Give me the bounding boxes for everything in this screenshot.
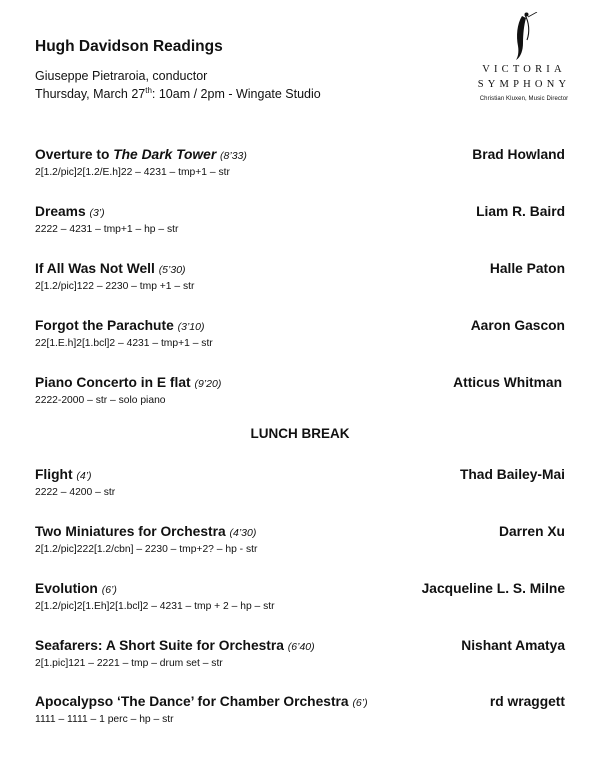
piece-instrumentation: 2[1.2/pic]222[1.2/cbn] – 2230 – tmp+2? – hp - str — [35, 544, 258, 555]
duration: (4’) — [76, 470, 92, 482]
piece-instrumentation: 2222-2000 – str – solo piano — [35, 395, 166, 406]
piece-composer: Atticus Whitman — [453, 375, 562, 390]
logo-line-symphony: SYMPHONY — [477, 79, 571, 90]
title-text: Seafarers: A Short Suite for Orchestra — [35, 638, 284, 653]
duration: (5’30) — [158, 264, 186, 276]
conductor-line: Giuseppe Pietraroia, conductor — [35, 69, 208, 83]
piece-instrumentation: 2[1.2/pic]2[1.2/E.h]22 – 4231 – tmp+1 – str — [35, 167, 230, 178]
piece-row — [35, 638, 565, 674]
duration: (8’33) — [220, 150, 247, 162]
piece-instrumentation: 2222 – 4200 – str — [35, 487, 116, 498]
duration: (4’30) — [229, 527, 257, 539]
piece-composer: Darren Xu — [499, 524, 565, 539]
piece-instrumentation: 2[1.pic]121 – 2221 – tmp – drum set – str — [35, 658, 223, 669]
piece-row — [35, 694, 565, 730]
header-title: Hugh Davidson Readings — [35, 38, 223, 55]
piece-composer: Jacqueline L. S. Milne — [421, 581, 565, 596]
piece-instrumentation: 2222 – 4231 – tmp+1 – hp – str — [35, 224, 179, 235]
title-text: Forgot the Parachute — [35, 318, 174, 333]
piece-composer: Aaron Gascon — [470, 318, 565, 333]
piece-instrumentation: 22[1.E.h]2[1.bcl]2 – 4231 – tmp+1 – str — [35, 338, 213, 349]
title-text: Apocalypso ‘The Dance’ for Chamber Orchestra — [35, 694, 349, 709]
piece-row — [35, 147, 565, 183]
piece-title — [35, 261, 186, 276]
piece-title — [35, 204, 105, 219]
piece-row — [35, 581, 565, 617]
duration: (6’40) — [287, 641, 315, 653]
piece-row — [35, 318, 565, 354]
piece-title — [35, 581, 117, 596]
date-line — [35, 86, 321, 101]
title-text: Piano Concerto in E flat — [35, 375, 191, 390]
duration: (3’10) — [177, 321, 205, 333]
piece-row — [35, 524, 565, 560]
title-text: If All Was Not Well — [35, 261, 155, 276]
piece-composer: Liam R. Baird — [476, 204, 565, 219]
date-sup: th — [145, 86, 152, 95]
piece-title — [35, 524, 256, 539]
piece-title — [35, 467, 92, 482]
piece-title — [35, 318, 204, 333]
piece-composer: Brad Howland — [472, 147, 565, 162]
conductor-figure-icon — [504, 12, 544, 62]
duration: (6’) — [352, 697, 368, 709]
title-text: Dreams — [35, 204, 86, 219]
piece-composer: Nishant Amatya — [461, 638, 565, 653]
title-italic-text: The Dark Tower — [113, 147, 217, 162]
piece-row — [35, 261, 565, 297]
piece-title — [35, 375, 221, 390]
piece-title — [35, 638, 315, 653]
date-prefix: Thursday, March 27 — [35, 87, 146, 102]
title-text: Evolution — [35, 581, 98, 596]
piece-title — [35, 147, 247, 162]
piece-row — [35, 204, 565, 240]
piece-row — [35, 375, 562, 411]
lunch-break-label: LUNCH BREAK — [250, 426, 350, 441]
logo-subtitle: Christian Kluxen, Music Director — [479, 96, 569, 102]
piece-composer: Thad Bailey-Mai — [459, 467, 565, 482]
date-suffix: : 10am / 2pm - Wingate Studio — [151, 87, 321, 102]
duration: (6’) — [101, 584, 117, 596]
piece-composer: rd wraggett — [489, 694, 565, 709]
title-text: Flight — [35, 467, 73, 482]
piece-composer: Halle Paton — [489, 261, 565, 276]
piece-instrumentation: 1111 – 1111 – 1 perc – hp – str — [35, 714, 174, 725]
piece-instrumentation: 2[1.2/pic]2[1.Eh]2[1.bcl]2 – 4231 – tmp + 2 – hp – str — [35, 601, 275, 612]
duration: (3’) — [89, 207, 105, 219]
piece-instrumentation: 2[1.2/pic]122 – 2230 – tmp +1 – str — [35, 281, 195, 292]
title-text: Overture to — [35, 147, 114, 162]
piece-title — [35, 694, 368, 709]
logo-line-victoria: VICTORIA — [482, 64, 566, 75]
title-text: Two Miniatures for Orchestra — [35, 524, 226, 539]
piece-row — [35, 467, 565, 503]
victoria-symphony-logo — [468, 12, 580, 118]
duration: (9’20) — [194, 378, 222, 390]
